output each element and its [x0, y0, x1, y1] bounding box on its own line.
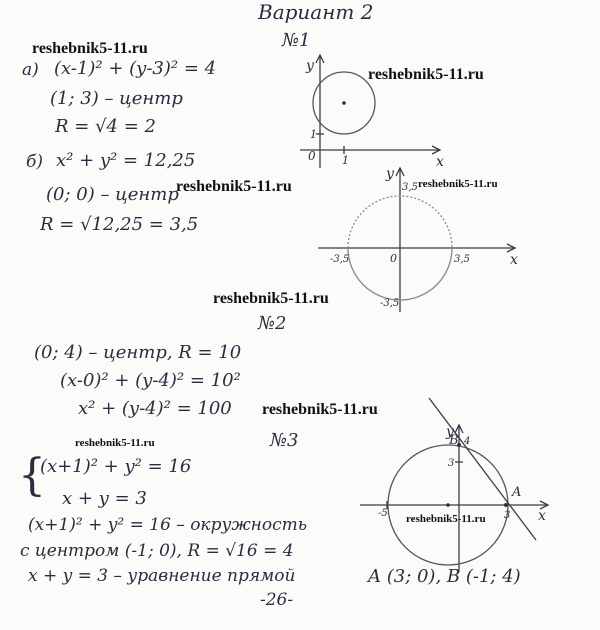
graph1b-bottom: -3,5: [380, 298, 400, 309]
graph1b-right: 3,5: [454, 254, 470, 265]
graph1a-tick-y: 1: [310, 128, 317, 141]
task3-note1: (x+1)² + y² = 16 – окружность: [28, 515, 307, 535]
task3-answer: A (3; 0), B (-1; 4): [368, 566, 521, 587]
graph1b-y-label: y: [386, 166, 394, 182]
task3-number: №3: [270, 430, 299, 451]
graph3-mid: 3: [448, 458, 455, 469]
graph1a-origin: 0: [308, 149, 316, 163]
task1a-equation: (x-1)² + (y-3)² = 4: [54, 58, 217, 79]
task1a-label: а): [22, 60, 39, 80]
variant-title: Вариант 2: [258, 0, 374, 24]
task2-line3: x² + (y-4)² = 100: [78, 398, 232, 419]
system-brace: {: [18, 450, 46, 501]
graph3-point-a: A: [512, 485, 522, 500]
task1b-equation: x² + y² = 12,25: [56, 150, 196, 171]
task2-line2: (x-0)² + (y-4)² = 10²: [60, 370, 241, 391]
graph1a-y-label: y: [306, 58, 314, 74]
graph3-x-label: x: [538, 508, 546, 524]
task3-system-eq2: x + y = 3: [62, 488, 147, 509]
task1a-radius: R = √4 = 2: [55, 116, 156, 137]
page-number: -26-: [260, 590, 294, 610]
graph3-point-b: B: [449, 433, 459, 448]
graph1b-x-label: x: [510, 252, 518, 268]
task1b-label: б): [26, 152, 44, 172]
task3-system-eq1: (x+1)² + y² = 16: [40, 456, 192, 477]
watermark-2: reshebnik5-11.ru: [368, 66, 484, 83]
task2-line1: (0; 4) – центр, R = 10: [34, 342, 242, 363]
graph3-top: 4: [464, 436, 471, 447]
watermark-6: reshebnik5-11.ru: [262, 401, 378, 418]
graph3-y-label: y: [446, 424, 454, 440]
watermark-4: reshebnik5-11.ru: [418, 178, 498, 190]
graph1b-origin: 0: [390, 252, 397, 265]
task1-number: №1: [282, 30, 311, 51]
watermark-8: reshebnik5-11.ru: [406, 513, 486, 525]
task1a-center: (1; 3) – центр: [50, 88, 183, 109]
watermark-3: reshebnik5-11.ru: [176, 178, 292, 195]
task1b-center: (0; 0) – центр: [46, 184, 179, 205]
graph1a-tick-x: 1: [342, 154, 349, 167]
graph1b-left: -3,5: [330, 254, 350, 265]
task3-note3: x + y = 3 – уравнение прямой: [28, 566, 296, 586]
watermark-1: reshebnik5-11.ru: [32, 40, 148, 57]
task2-number: №2: [258, 313, 287, 334]
graph1a-x-label: x: [436, 154, 444, 170]
watermark-7: reshebnik5-11.ru: [75, 437, 155, 449]
task1b-radius: R = √12,25 = 3,5: [40, 214, 199, 235]
watermark-5: reshebnik5-11.ru: [213, 290, 329, 307]
graph3-right: 3: [504, 510, 511, 521]
graph3-left: -5: [378, 508, 388, 519]
graph1b-top: 3,5: [402, 182, 418, 193]
task3-note2: с центром (-1; 0), R = √16 = 4: [20, 541, 294, 561]
